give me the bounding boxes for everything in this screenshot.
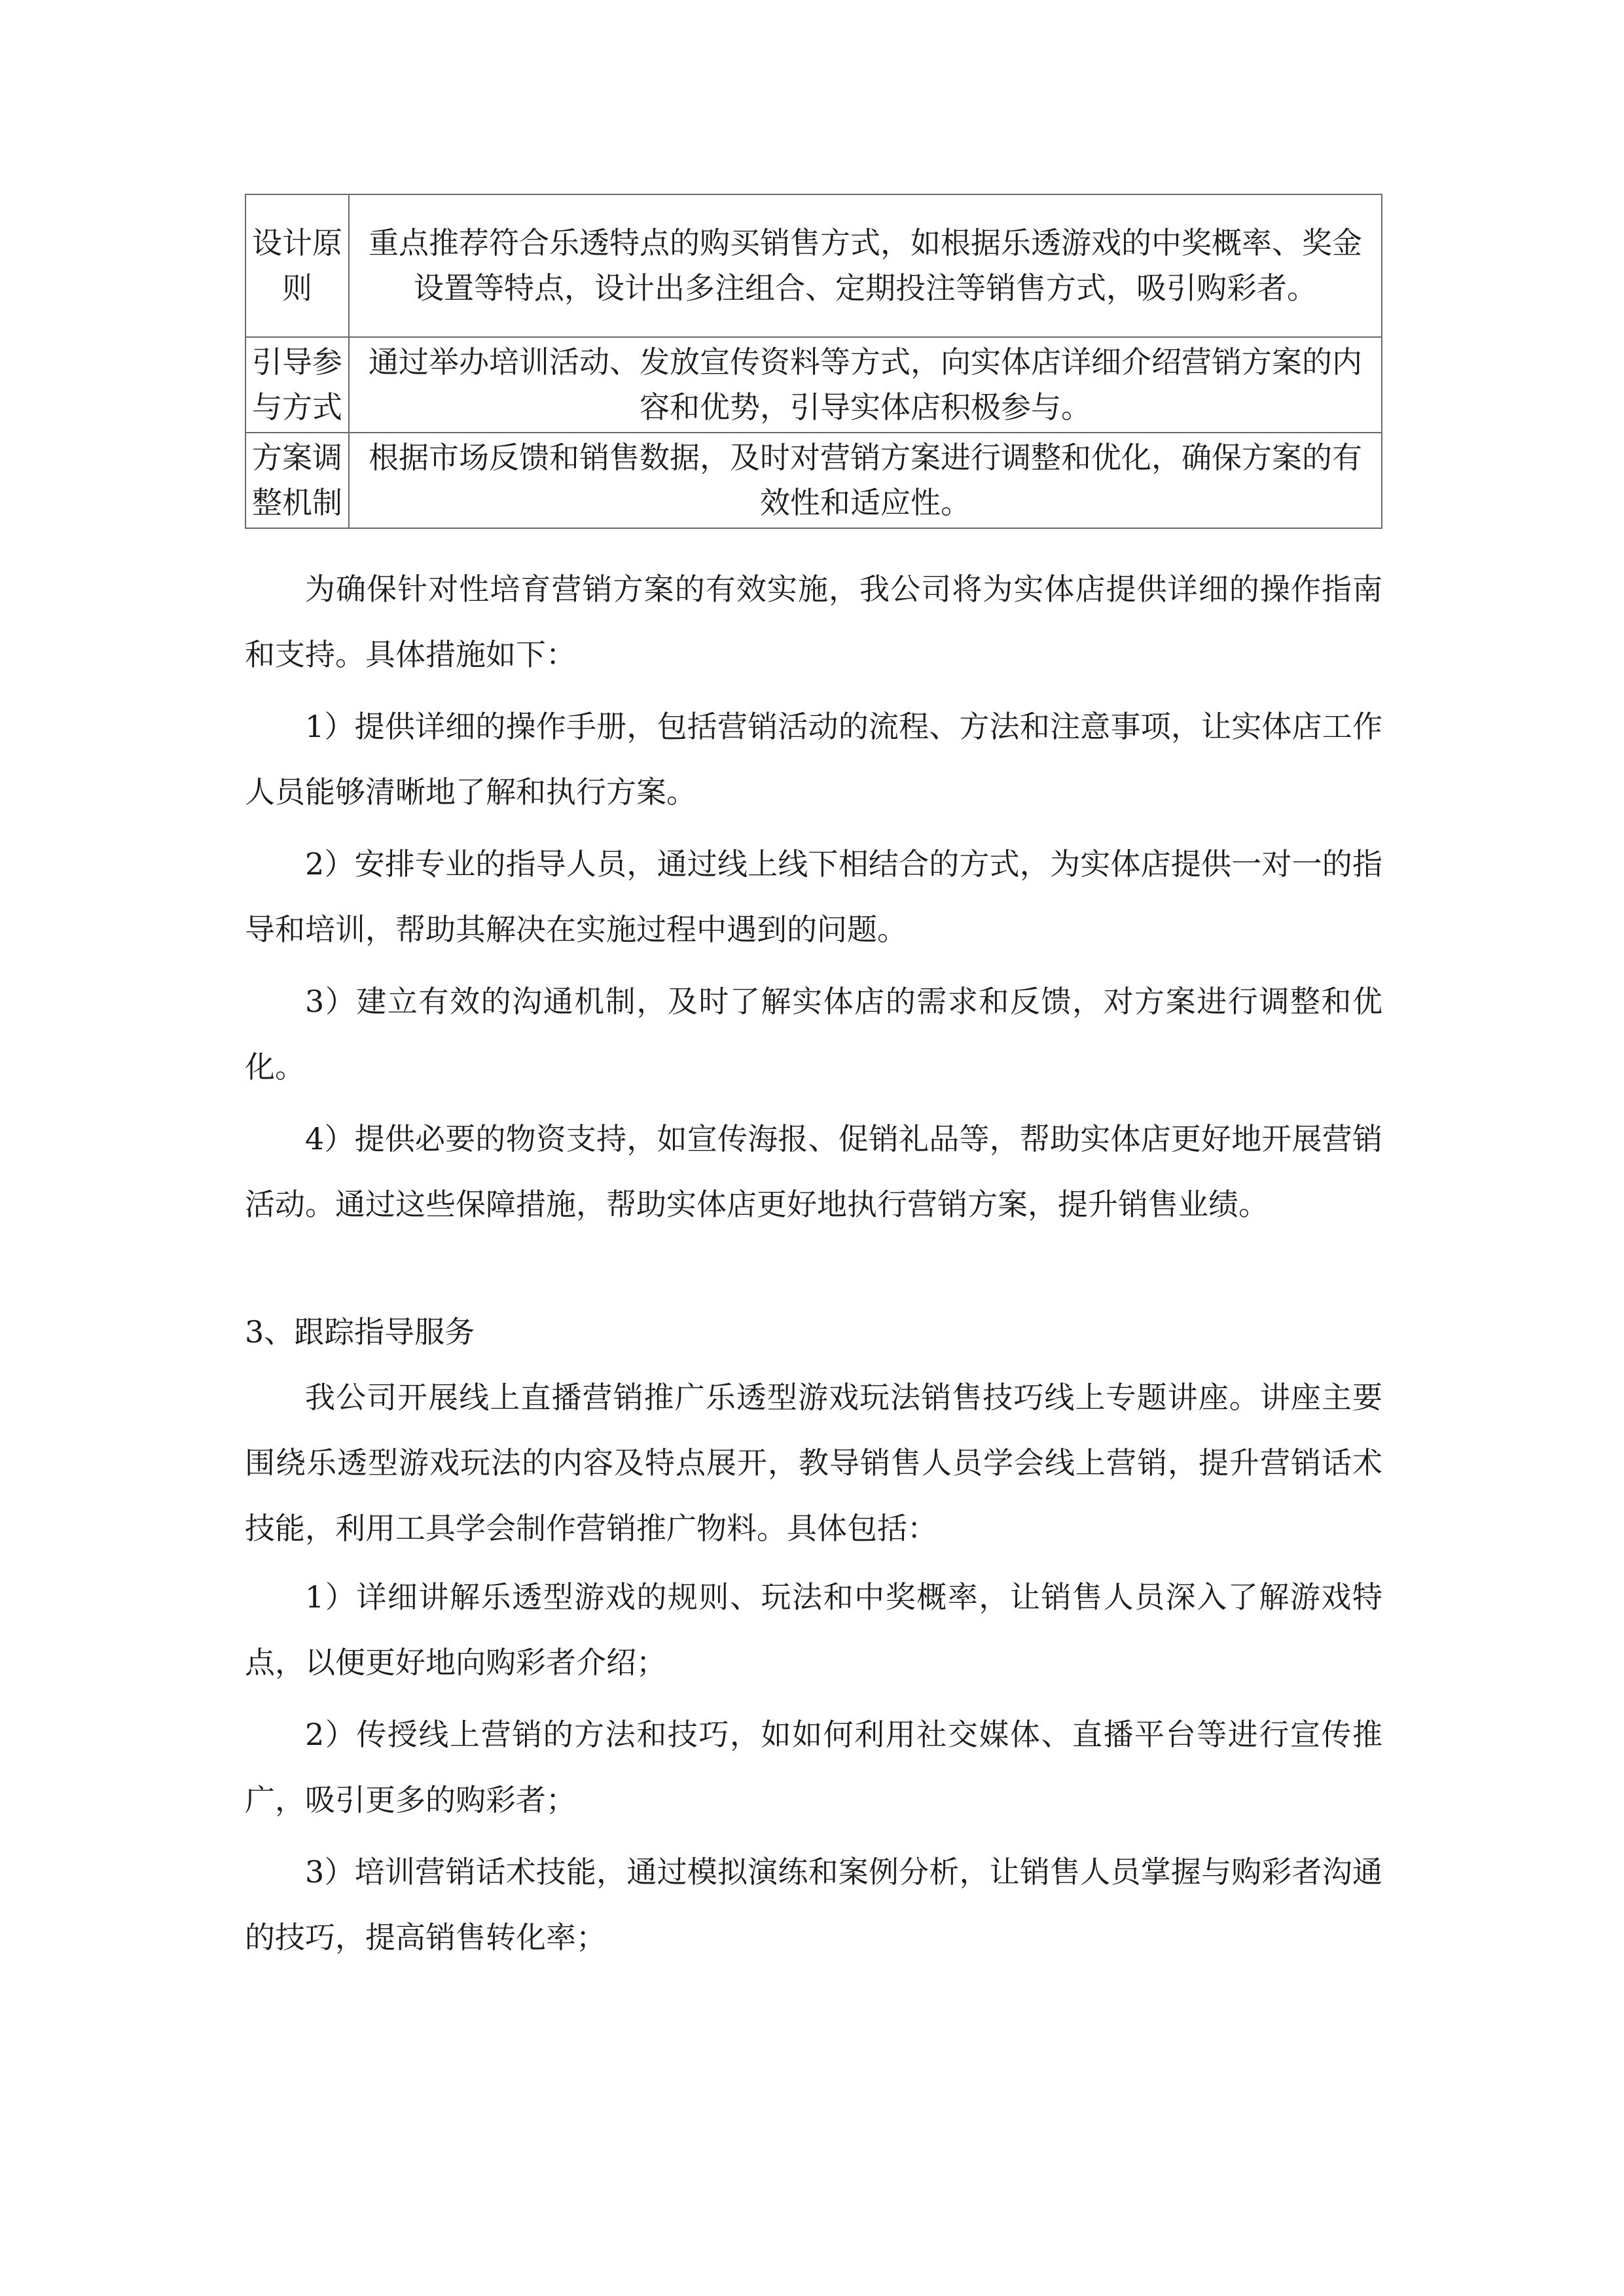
measure-item: 2）安排专业的指导人员，通过线上线下相结合的方式，为实体店提供一对一的指导和培训，帮助其解决在实施过程中遇到的问题。 (245, 846, 1382, 947)
table-row (245, 194, 1382, 337)
row-content: 重点推荐符合乐透特点的购买销售方式，如根据乐透游戏的中奖概率、奖金设置等特点，设计出多注组合、定期投注等销售方式，吸引购彩者。 (349, 194, 1382, 337)
lecture-paragraph: 我公司开展线上直播营销推广乐透型游戏玩法销售技巧线上专题讲座。讲座主要围绕乐透型游戏玩法的内容及特点展开，教导销售人员学会线上营销，提升营销话术技能，利用工具学会制作营销推广物料。具体包括： (245, 1380, 1382, 1546)
section-heading: 3、跟踪指导服务 (245, 1314, 475, 1350)
table-row (245, 337, 1382, 433)
row-content: 通过举办培训活动、发放宣传资料等方式，向实体店详细介绍营销方案的内容和优势，引导实体店积极参与。 (349, 337, 1382, 433)
table-row (245, 433, 1382, 528)
row-content: 根据市场反馈和销售数据，及时对营销方案进行调整和优化，确保方案的有效性和适应性。 (349, 433, 1382, 528)
row-label: 引导参与方式 (245, 337, 349, 433)
lecture-item: 3）培训营销话术技能，通过模拟演练和案例分析，让销售人员掌握与购彩者沟通的技巧，提高销售转化率； (245, 1854, 1382, 1955)
row-label: 设计原则 (245, 194, 349, 337)
lecture-item: 2）传授线上营销的方法和技巧，如如何利用社交媒体、直播平台等进行宣传推广，吸引更多的购彩者； (245, 1717, 1382, 1818)
row-label: 方案调整机制 (245, 433, 349, 528)
measure-item: 4）提供必要的物资支持，如宣传海报、促销礼品等，帮助实体店更好地开展营销活动。通过这些保障措施，帮助实体店更好地执行营销方案，提升销售业绩。 (245, 1121, 1382, 1222)
marketing-plan-table (245, 194, 1382, 529)
measure-item: 3）建立有效的沟通机制，及时了解实体店的需求和反馈，对方案进行调整和优化。 (245, 984, 1382, 1085)
measure-item: 1）提供详细的操作手册，包括营销活动的流程、方法和注意事项，让实体店工作人员能够清晰地了解和执行方案。 (245, 709, 1382, 810)
intro-paragraph: 为确保针对性培育营销方案的有效实施，我公司将为实体店提供详细的操作指南和支持。具体措施如下： (245, 571, 1382, 672)
lecture-item: 1）详细讲解乐透型游戏的规则、玩法和中奖概率，让销售人员深入了解游戏特点，以便更好地向购彩者介绍； (245, 1579, 1382, 1680)
